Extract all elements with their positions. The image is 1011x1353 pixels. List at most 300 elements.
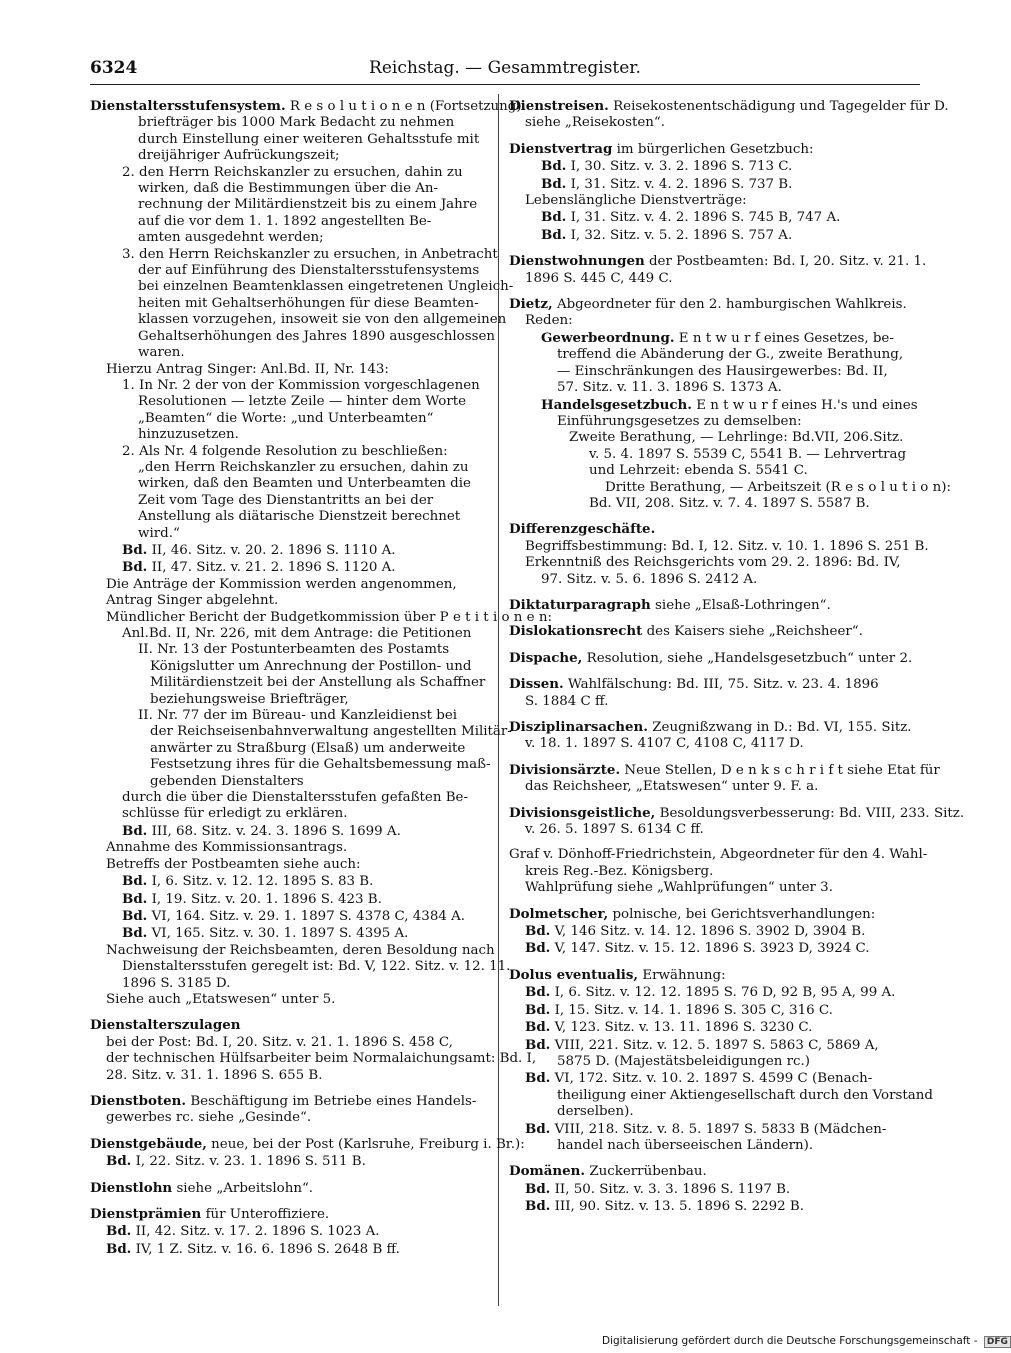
entry-text: II, 47. Sitz. v. 21. 2. 1896 S. 1120 A. <box>151 560 396 576</box>
entry-text: wird.“ <box>138 525 180 541</box>
entry-headword: Dienstvertrag <box>509 140 613 157</box>
register-entry <box>509 1163 920 1215</box>
entry-text: II. Nr. 13 der Postunterbeamten des Postamts <box>138 642 450 658</box>
entry-line <box>90 840 486 856</box>
entry-line <box>90 1223 486 1240</box>
entry-line <box>90 577 486 593</box>
header-rule <box>90 84 920 85</box>
entry-line <box>509 822 920 838</box>
entry-line <box>90 1051 537 1067</box>
entry-line <box>509 1181 920 1198</box>
register-entry <box>90 1093 486 1127</box>
entry-text: schlüsse für erledigt zu erklären. <box>122 806 348 822</box>
entry-line <box>90 626 486 642</box>
entry-text: E n t w u r f eines H.'s und eines <box>696 397 918 413</box>
register-entry <box>509 141 920 244</box>
entry-line <box>90 279 514 295</box>
volume-ref: Bd. <box>541 158 567 175</box>
entry-line <box>90 378 486 394</box>
entry-text: I, 22. Sitz. v. 23. 1. 1896 S. 511 B. <box>135 1154 366 1170</box>
entry-text: v. 5. 4. 1897 S. 5539 C, 5541 B. — Lehrvertrag <box>589 446 907 462</box>
entry-headword-line <box>509 98 949 115</box>
entry-line <box>90 542 486 559</box>
entry-headword: Dienstgebäude, <box>90 1135 207 1152</box>
entry-line <box>90 857 486 873</box>
entry-text: Die Anträge der Kommission werden angenommen, <box>106 576 457 592</box>
entry-headword-line <box>509 623 920 640</box>
entry-headword-line <box>509 967 920 984</box>
entry-line <box>90 659 486 675</box>
entry-text: Anl.Bd. II, Nr. 226, mit dem Antrage: die Petitionen <box>122 626 472 641</box>
entry-text: kreis Reg.-Bez. Königsberg. <box>525 863 714 879</box>
entry-line <box>509 271 920 287</box>
volume-ref: Bd. <box>106 1240 132 1257</box>
entry-text: Militärdienstzeit bei der Anstellung als Schaffner <box>150 675 486 691</box>
entry-headword-line <box>509 804 965 822</box>
entry-text: 3. den Herrn Reichskanzler zu ersuchen, in Anbetracht <box>122 246 498 262</box>
entry-text: Einführungsgesetzes zu demselben: <box>557 413 802 429</box>
entry-line <box>509 193 920 209</box>
entry-text: I, 31. Sitz. v. 4. 2. 1896 S. 737 B. <box>570 176 793 192</box>
entry-text: Begriffsbestimmung: Bd. I, 12. Sitz. v. 10. 1. 1896 S. 251 B. <box>525 538 929 554</box>
entry-line <box>90 873 486 890</box>
entry-line <box>509 397 920 414</box>
entry-text: I, 32. Sitz. v. 5. 2. 1896 S. 757 A. <box>570 227 793 243</box>
entry-line <box>90 230 486 246</box>
entry-headword-line <box>509 521 920 538</box>
entry-text: „den Herrn Reichskanzler zu ersuchen, dahin zu <box>138 459 469 475</box>
digitization-credit <box>602 1335 1011 1348</box>
entry-line <box>90 806 486 822</box>
entry-line <box>509 694 920 710</box>
entry-text: des Kaisers siehe „Reichsheer“. <box>646 624 863 640</box>
entry-text: Zeugnißzwang in D.: Bd. VI, 155. Sitz. <box>652 720 912 735</box>
entry-text: bei einzelnen Beamtenklassen eingetretenen Ungleich- <box>138 279 514 295</box>
entry-text: I, 30. Sitz. v. 3. 2. 1896 S. 713 C. <box>570 159 793 175</box>
entry-line <box>90 757 491 773</box>
volume-ref: Bd. <box>541 226 567 243</box>
entry-line <box>90 132 486 148</box>
entry-text: Dritte Berathung, — Arbeitszeit (R e s o l u t i o n): <box>605 479 951 495</box>
entry-text: Wahlprüfung siehe „Wahlprüfungen“ unter 3. <box>525 880 833 896</box>
volume-ref: Bd. <box>525 940 551 957</box>
page-header <box>90 58 920 80</box>
entry-line <box>90 942 495 959</box>
entry-headword: Diktaturparagraph <box>509 596 651 613</box>
entry-text: amten ausgedehnt werden; <box>138 230 324 246</box>
entry-headword: Dienstboten. <box>90 1092 187 1109</box>
volume-ref: Bd. <box>122 925 148 942</box>
entry-text: Zeit vom Tage des Dienstantritts an bei der <box>138 492 434 508</box>
entry-text: der technischen Hülfsarbeiter beim Normalaichungsamt: Bd. I, <box>106 1051 537 1067</box>
register-entry <box>509 296 951 512</box>
entry-text: gebenden Dienstalters <box>150 773 304 789</box>
entry-line <box>90 246 498 263</box>
entry-line <box>509 1198 920 1215</box>
entry-text: Graf v. Dönhoff-Friedrichstein, Abgeordneter für den 4. Wahl- <box>509 847 928 863</box>
entry-text: I, 15. Sitz. v. 14. 1. 1896 S. 305 C, 316 C. <box>554 1002 833 1018</box>
entry-text: v. 18. 1. 1897 S. 4107 C, 4108 C, 4117 D. <box>525 736 804 752</box>
entry-line <box>509 1019 920 1036</box>
entry-line <box>90 263 486 279</box>
entry-line <box>509 1121 920 1138</box>
entry-line <box>90 1068 486 1084</box>
entry-line <box>509 864 920 880</box>
entry-headword: Dienstreisen. <box>509 98 609 114</box>
entry-headword: Dienstlohn <box>90 1179 173 1196</box>
register-entry <box>509 847 928 896</box>
entry-text: Wahlfälschung: Bd. III, 75. Sitz. v. 23. 4. 1896 <box>567 677 879 693</box>
entry-text: heiten mit Gehaltserhöhungen für diese Beamten- <box>138 295 479 311</box>
entry-text: Nachweisung der Reichsbeamten, deren Besoldung nach <box>106 942 495 958</box>
register-entry <box>509 719 920 753</box>
entry-text: auf die vor dem 1. 1. 1892 angestellten Be- <box>138 213 432 229</box>
entry-line <box>90 1153 486 1170</box>
entry-text: der Reichseisenbahnverwaltung angestellten Militär- <box>150 724 512 740</box>
entry-line <box>90 559 486 576</box>
volume-ref: Bd. <box>122 907 148 924</box>
entry-headword-line <box>90 1180 486 1197</box>
register-entry <box>509 98 949 132</box>
entry-line <box>90 476 486 492</box>
register-entry <box>509 650 920 667</box>
entry-text: briefträger bis 1000 Mark Bedacht zu nehmen <box>138 115 455 131</box>
entry-line <box>90 790 486 806</box>
entry-text: II, 42. Sitz. v. 17. 2. 1896 S. 1023 A. <box>135 1224 380 1240</box>
entry-headword: Differenzgeschäfte. <box>509 521 656 538</box>
volume-ref: Bd. <box>525 1070 551 1087</box>
register-entry <box>509 253 927 287</box>
entry-line <box>90 493 486 509</box>
entry-text: hinzuzusetzen. <box>138 427 239 443</box>
register-entry <box>509 804 965 839</box>
entry-line <box>90 509 486 525</box>
register-entry <box>509 966 933 1154</box>
volume-ref: Bd. <box>541 209 567 226</box>
entry-line <box>90 774 486 790</box>
entry-text: waren. <box>138 345 185 361</box>
entry-text: Mündlicher Bericht der Budgetkommission über P e t i t i o n e n: <box>106 609 552 625</box>
register-entry <box>509 597 920 614</box>
entry-text: 5875 D. (Majestätsbeleidigungen rc.) <box>557 1053 811 1069</box>
entry-text: II. Nr. 77 der im Büreau- und Kanzleidienst bei <box>138 708 458 724</box>
entry-line <box>509 330 920 347</box>
entry-headword: Dolus eventualis, <box>509 966 639 983</box>
entry-text: IV, 1 Z. Sitz. v. 16. 6. 1896 S. 2648 B ff. <box>135 1241 400 1257</box>
entry-headword-line <box>509 761 940 779</box>
entry-headword: Disziplinarsachen. <box>509 719 648 735</box>
entry-line <box>509 1138 920 1154</box>
entry-text: Besoldungsverbesserung: Bd. VIII, 233. Sitz. <box>659 805 965 821</box>
entry-text: Siehe auch „Etatswesen“ unter 5. <box>106 991 336 1007</box>
entry-line <box>509 1070 920 1087</box>
entry-text: I, 6. Sitz. v. 12. 12. 1895 S. 83 B. <box>151 874 374 890</box>
entry-text: VI, 164. Sitz. v. 29. 1. 1897 S. 4378 C, 4384 A. <box>151 908 466 924</box>
entry-text: handel nach überseeischen Ländern). <box>557 1137 814 1153</box>
entry-line <box>90 148 486 164</box>
entry-line <box>509 496 920 512</box>
entry-headword-line <box>509 676 920 693</box>
register-entry <box>509 761 940 796</box>
entry-text: 57. Sitz. v. 11. 3. 1896 S. 1373 A. <box>557 380 782 396</box>
volume-ref: Handelsgesetzbuch. <box>541 396 692 413</box>
entry-text: Neue Stellen, D e n k s c h r i f t siehe Etat für <box>624 762 940 778</box>
entry-text: Beschäftigung im Betriebe eines Handels- <box>190 1093 477 1109</box>
entry-text: III, 90. Sitz. v. 13. 5. 1896 S. 2292 B. <box>554 1199 804 1215</box>
entry-text: Bd. VII, 208. Sitz. v. 7. 4. 1897 S. 5587 B. <box>589 495 870 511</box>
entry-line <box>90 197 486 213</box>
entry-text: durch die über die Dienstaltersstufen gefaßten Be- <box>122 790 468 806</box>
entry-headword-line <box>90 1093 486 1110</box>
entry-line <box>509 430 920 446</box>
entry-text: anwärter zu Straßburg (Elsaß) um anderweite <box>150 740 466 756</box>
entry-text: S. 1884 C ff. <box>525 693 609 709</box>
entry-line <box>509 1104 920 1120</box>
entry-line <box>90 959 511 975</box>
entry-line <box>90 593 486 609</box>
entry-headword-line <box>509 597 920 614</box>
entry-line <box>509 572 920 588</box>
register-entry <box>90 1017 537 1084</box>
entry-text: — Einschränkungen des Hausirgewerbes: Bd. II, <box>557 363 888 379</box>
entry-line <box>90 741 486 757</box>
entry-text: V, 147. Sitz. v. 15. 12. 1896 S. 3923 D, 3924 C. <box>554 941 870 957</box>
column-divider <box>498 94 499 1306</box>
entry-headword: Dolmetscher, <box>509 905 609 922</box>
entry-line <box>509 880 920 896</box>
entry-line <box>509 1087 933 1104</box>
entry-text: derselben). <box>557 1104 634 1120</box>
entry-line <box>90 675 486 691</box>
entry-line <box>90 925 486 942</box>
entry-text: durch Einstellung einer weiteren Gehaltsstufe mit <box>138 131 480 147</box>
entry-line <box>509 176 920 193</box>
entry-text: Lebenslängliche Dienstverträge: <box>525 193 747 209</box>
credit-text: Digitalisierung gefördert durch die Deutsche Forschungsgemeinschaft - <box>602 1335 978 1347</box>
entry-line <box>90 345 486 361</box>
entry-line <box>509 347 920 363</box>
entry-text: VI, 165. Sitz. v. 30. 1. 1897 S. 4395 A. <box>151 926 409 942</box>
entry-text: 2. Als Nr. 4 folgende Resolution zu beschließen: <box>122 443 448 459</box>
entry-text: I, 19. Sitz. v. 20. 1. 1896 S. 423 B. <box>151 891 382 907</box>
entry-text: wirken, daß die Bestimmungen über die An- <box>138 181 439 197</box>
entry-headword: Divisionsärzte. <box>509 761 621 778</box>
entry-line <box>509 414 920 430</box>
entry-line <box>509 1002 920 1019</box>
entry-headword-line <box>509 906 920 923</box>
entry-line <box>90 411 486 427</box>
volume-ref: Gewerbeordnung. <box>541 329 675 346</box>
entry-text: siehe „Elsaß-Lothringen“. <box>655 597 831 613</box>
volume-ref: Bd. <box>525 1180 551 1197</box>
entry-text: R e s o l u t i o n e n (Fortsetzung). <box>289 99 526 114</box>
entry-text: Abgeordneter für den 2. hamburgischen Wahlkreis. <box>556 297 907 313</box>
entry-headword: Dislokationsrecht <box>509 623 643 640</box>
register-entry <box>90 1206 486 1258</box>
entry-headword: Dietz, <box>509 296 553 313</box>
entry-line <box>90 992 486 1008</box>
entry-line <box>90 328 496 345</box>
entry-line <box>90 642 486 658</box>
entry-headword-line <box>90 1206 486 1223</box>
volume-ref: Bd. <box>525 1036 551 1053</box>
entry-text: Erkenntniß des Reichsgerichts vom 29. 2. 1896: Bd. IV, <box>525 555 901 571</box>
entry-text: der auf Einführung des Dienstaltersstufensystems <box>138 263 480 279</box>
entry-line <box>509 923 920 940</box>
entry-line <box>90 1110 486 1126</box>
entry-line <box>90 708 486 724</box>
entry-text: gewerbes rc. siehe „Gesinde“. <box>106 1110 312 1126</box>
entry-line <box>509 158 920 175</box>
entry-line <box>509 115 920 131</box>
entry-text: wirken, daß den Beamten und Unterbeamten die <box>138 476 471 492</box>
entry-text: polnische, bei Gerichtsverhandlungen: <box>612 906 876 922</box>
volume-ref: Bd. <box>106 1153 132 1170</box>
entry-text: Reden: <box>525 313 573 329</box>
entry-headword-line <box>90 1135 525 1153</box>
entry-text: der Postbeamten: Bd. I, 20. Sitz. v. 21. 1. <box>648 254 927 270</box>
entry-line <box>90 891 486 908</box>
entry-text: und Lehrzeit: ebenda S. 5541 C. <box>589 463 808 479</box>
entry-line <box>90 823 486 840</box>
entry-text: für Unteroffiziere. <box>205 1207 330 1222</box>
entry-text: v. 26. 5. 1897 S. 6134 C ff. <box>525 822 704 838</box>
entry-headword: Divisionsgeistliche, <box>509 804 656 821</box>
entry-line <box>509 227 920 244</box>
entry-text: V, 146 Sitz. v. 14. 12. 1896 S. 3902 D, 3904 B. <box>554 924 866 940</box>
volume-ref: Bd. <box>122 559 148 576</box>
entry-line <box>90 362 486 378</box>
register-entry <box>509 906 920 958</box>
entry-line <box>509 1037 920 1054</box>
entry-text: 2. den Herrn Reichskanzler zu ersuchen, dahin zu <box>122 164 463 180</box>
entry-text: treffend die Abänderung der G., zweite Berathung, <box>557 347 904 363</box>
entry-text: 1896 S. 3185 D. <box>122 975 231 991</box>
entry-text: Festsetzung ihres für die Gehaltsbemessung maß- <box>150 757 491 773</box>
entry-text: Annahme des Kommissionsantrags. <box>106 840 348 856</box>
entry-line <box>90 1035 486 1051</box>
entry-line <box>90 115 486 131</box>
entry-line <box>509 479 951 496</box>
register-entry <box>509 623 920 640</box>
entry-line <box>509 1054 920 1070</box>
entry-line <box>509 447 920 463</box>
register-entry <box>90 1135 525 1171</box>
page-number: 6324 <box>90 58 138 78</box>
entry-headword-line <box>509 141 920 158</box>
volume-ref: Bd. <box>541 175 567 192</box>
entry-headword-line <box>509 650 920 667</box>
volume-ref: Bd. <box>525 984 551 1001</box>
entry-text: 1896 S. 445 C, 449 C. <box>525 270 673 286</box>
entry-line <box>509 209 920 226</box>
entry-line <box>90 1241 486 1258</box>
entry-text: Gehaltserhöhungen des Jahres 1890 ausgeschlossen <box>138 328 496 344</box>
register-entry <box>90 1180 486 1197</box>
entry-line <box>509 364 920 380</box>
entry-text: neue, bei der Post (Karlsruhe, Freiburg i. Br.): <box>211 1136 525 1152</box>
entry-headword-line <box>509 719 920 736</box>
entry-line <box>90 692 486 708</box>
entry-line <box>90 976 486 992</box>
volume-ref: Bd. <box>525 923 551 940</box>
entry-text: klassen vorzugehen, insoweit sie von den allgemeinen <box>138 312 507 328</box>
entry-text: Resolutionen — letzte Zeile — hinter dem Worte <box>138 394 467 410</box>
entry-text: das Reichsheer, „Etatswesen“ unter 9. F. a. <box>525 779 819 795</box>
entry-line <box>509 984 920 1001</box>
entry-line <box>509 538 929 555</box>
entry-text: siehe „Reisekosten“. <box>525 115 665 131</box>
entry-text: III, 68. Sitz. v. 24. 3. 1896 S. 1699 A. <box>151 823 401 839</box>
register-entry <box>509 676 920 710</box>
entry-text: Betreffs der Postbeamten siehe auch: <box>106 856 361 872</box>
entry-text: Hierzu Antrag Singer: Anl.Bd. II, Nr. 143: <box>106 361 389 377</box>
volume-ref: Bd. <box>525 1198 551 1215</box>
entry-text: dreijähriger Aufrückungszeit; <box>138 148 340 164</box>
entry-text: Antrag Singer abgelehnt. <box>106 593 279 609</box>
running-title: Reichstag. — Gesammtregister. <box>369 58 641 78</box>
entry-line <box>509 555 920 571</box>
entry-line <box>90 724 512 740</box>
entry-headword-line <box>509 1163 920 1180</box>
entry-line <box>509 313 920 329</box>
entry-text: bei der Post: Bd. I, 20. Sitz. v. 21. 1. 1896 S. 458 C, <box>106 1034 453 1050</box>
entry-line <box>90 526 486 542</box>
volume-ref: Bd. <box>122 541 148 558</box>
entry-line <box>509 940 920 957</box>
entry-line <box>90 460 486 476</box>
entry-line <box>90 427 486 443</box>
entry-headword-line <box>90 98 526 115</box>
entry-line <box>90 165 486 181</box>
entry-line <box>90 609 552 626</box>
entry-headword: Dienstaltersstufensystem. <box>90 98 286 114</box>
entry-text: VIII, 218. Sitz. v. 8. 5. 1897 S. 5833 B (Mädchen- <box>554 1121 887 1137</box>
entry-text: beziehungsweise Briefträger, <box>150 691 349 707</box>
entry-headword: Dienstprämien <box>90 1206 202 1222</box>
entry-text: 28. Sitz. v. 31. 1. 1896 S. 655 B. <box>106 1067 323 1083</box>
volume-ref: Bd. <box>106 1223 132 1240</box>
entry-line <box>509 736 920 752</box>
entry-line <box>90 296 486 312</box>
entry-headword: Dienstwohnungen <box>509 253 645 270</box>
volume-ref: Bd. <box>525 1001 551 1018</box>
dfg-logo: DFG <box>984 1336 1011 1348</box>
entry-line <box>90 908 486 925</box>
entry-text: „Beamten“ die Worte: „und Unterbeamten“ <box>138 410 434 426</box>
entry-headword-line <box>509 847 928 863</box>
entry-text: siehe „Arbeitslohn“. <box>176 1180 314 1196</box>
entry-line <box>509 380 920 396</box>
entry-text: I, 6. Sitz. v. 12. 12. 1895 S. 76 D, 92 B, 95 A, 99 A. <box>554 985 896 1001</box>
entry-text: Anstellung als diätarische Dienstzeit berechnet <box>138 509 461 525</box>
entry-text: Dienstaltersstufen geregelt ist: Bd. V, 122. Sitz. v. 12. 11. <box>122 959 511 975</box>
entry-text: Reisekostenentschädigung und Tagegelder für D. <box>613 99 949 114</box>
entry-text: I, 31. Sitz. v. 4. 2. 1896 S. 745 B, 747 A. <box>570 210 841 226</box>
entry-text: rechnung der Militärdienstzeit bis zu einem Jahre <box>138 197 478 213</box>
entry-text: im bürgerlichen Gesetzbuch: <box>616 141 814 157</box>
entry-text: E n t w u r f eines Gesetzes, be- <box>678 330 894 346</box>
entry-text: theiligung einer Aktiengesellschaft durch den Vorstand <box>557 1087 933 1103</box>
entry-headword-line <box>509 296 920 313</box>
entry-text: V, 123. Sitz. v. 13. 11. 1896 S. 3230 C. <box>554 1020 813 1036</box>
entry-headword: Dissen. <box>509 676 564 693</box>
entry-line <box>90 214 486 230</box>
register-entry <box>509 521 929 588</box>
entry-headword: Dienstalterszulagen <box>90 1017 241 1034</box>
entry-line <box>509 779 920 795</box>
entry-text: VIII, 221. Sitz. v. 12. 5. 1897 S. 5863 C, 5869 A, <box>554 1037 879 1053</box>
